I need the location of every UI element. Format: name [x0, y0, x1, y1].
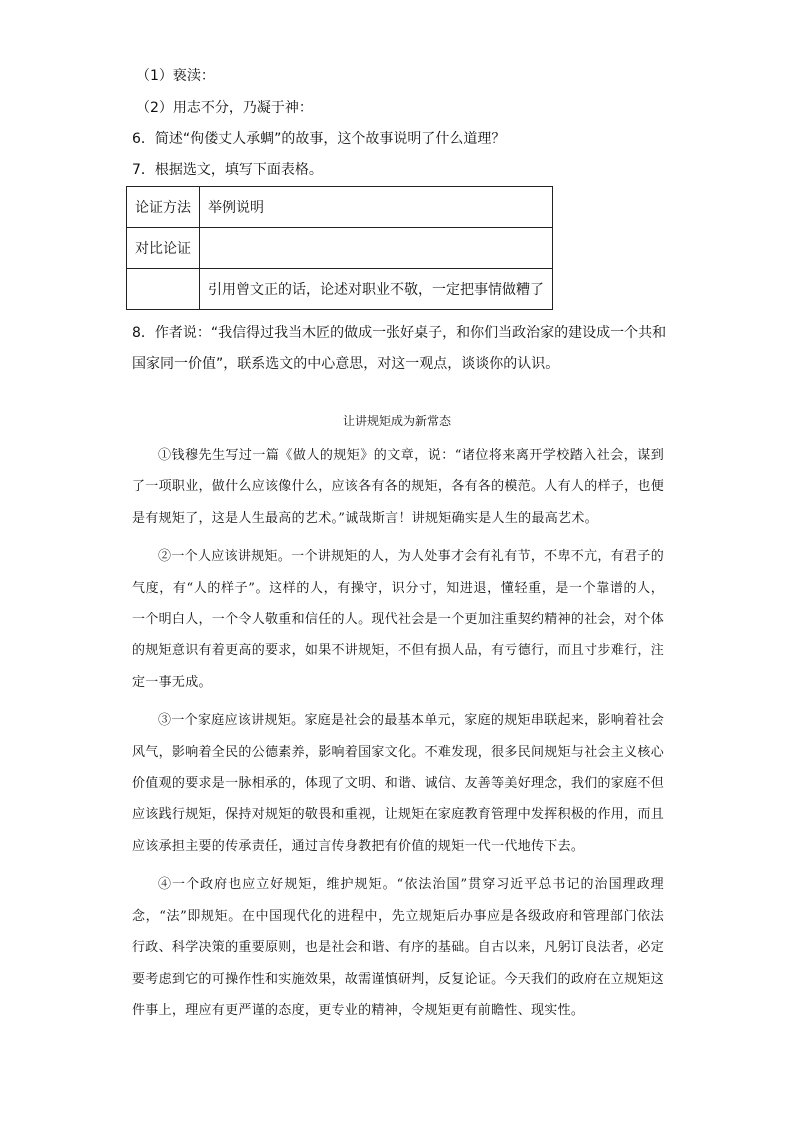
table-cell: 引用曾文正的话，论述对职业不敬，一定把事情做糟了: [200, 269, 553, 310]
argument-method-table: [126, 186, 553, 310]
essay-paragraph-2: ②一个人应该讲规矩。一个讲规矩的人，为人处事才会有礼有节，不卑不亢，有君子的气度，有“人的样子”。这样的人，有操守，识分寸，知进退，懂轻重，是一个靠谱的人，一个明白人，一个令人敬重和信任的人。现代社会是一个更加注重契约精神的社会，对个体的规矩意识有着更高的要求，如果不讲规矩，不但有损人品，有亏德行，而且寸步难行，注定一事无成。: [132, 549, 665, 690]
essay-paragraph-3: ③一个家庭应该讲规矩。家庭是社会的最基本单元，家庭的规矩串联起来，影响着社会风气，影响着全民的公德素养，影响着国家文化。不难发现，很多民间规矩与社会主义核心价值观的要求是一脉相承的，体现了文明、和谐、诚信、友善等美好理念，我们的家庭不但应该践行规矩，保持对规矩的敬畏和重视，让规矩在家庭教育管理中发挥积极的作用，而且应该承担主要的传承责任，通过言传身教把有价值的规矩一代一代地传下去。: [132, 713, 665, 854]
table-cell: 论证方法: [127, 187, 200, 228]
question-1-2: （2）用志不分，乃凝于神：: [136, 100, 313, 116]
essay-body: [132, 440, 664, 1033]
table-cell: [127, 269, 200, 310]
question-8: 8．作者说：“我信得过我当木匠的做成一张好桌子，和你们当政治家的建设成一个共和国家同一价值”，联系选文的中心意思，对这一观点，谈谈你的认识。: [132, 325, 667, 372]
table-row: [127, 269, 553, 310]
question-6: 6．简述“佝偻丈人承蜩”的故事，这个故事说明了什么道理？: [132, 131, 506, 147]
table-row: [127, 187, 553, 228]
table-row: [127, 228, 553, 269]
table-cell: 举例说明: [200, 187, 553, 228]
question-7: 7．根据选文，填写下面表格。: [132, 162, 323, 178]
question-1-1: （1）亵渎：: [136, 68, 215, 84]
essay-paragraph-4: ④一个政府也应立好规矩，维护规矩。“依法治国”贯穿习近平总书记的治国理政理念，“法”即规矩。在中国现代化的进程中，先立规矩后办事应是各级政府和管理部门依法行政、科学决策的重要原则，也是社会和谐、有序的基础。自古以来，凡躬订良法者，必定要考虑到它的可操作性和实施效果，故需谨慎研判，反复论证。今天我们的政府在立规矩这件事上，理应有更严谨的态度，更专业的精神，令规矩更有前瞻性、现实性。: [132, 877, 665, 1018]
essay-paragraph-1: ①钱穆先生写过一篇《做人的规矩》的文章，说：“诸位将来离开学校踏入社会，谋到了一项职业，做什么应该像什么，应该各有各的规矩，各有各的模范。人有人的样子，也便是有规矩了，这是人生最高的艺术。”诚哉斯言！讲规矩确实是人生的最高艺术。: [132, 448, 665, 526]
table-cell: [200, 228, 553, 269]
essay-title: 让讲规矩成为新常态: [342, 414, 451, 428]
table-cell: 对比论证: [127, 228, 200, 269]
